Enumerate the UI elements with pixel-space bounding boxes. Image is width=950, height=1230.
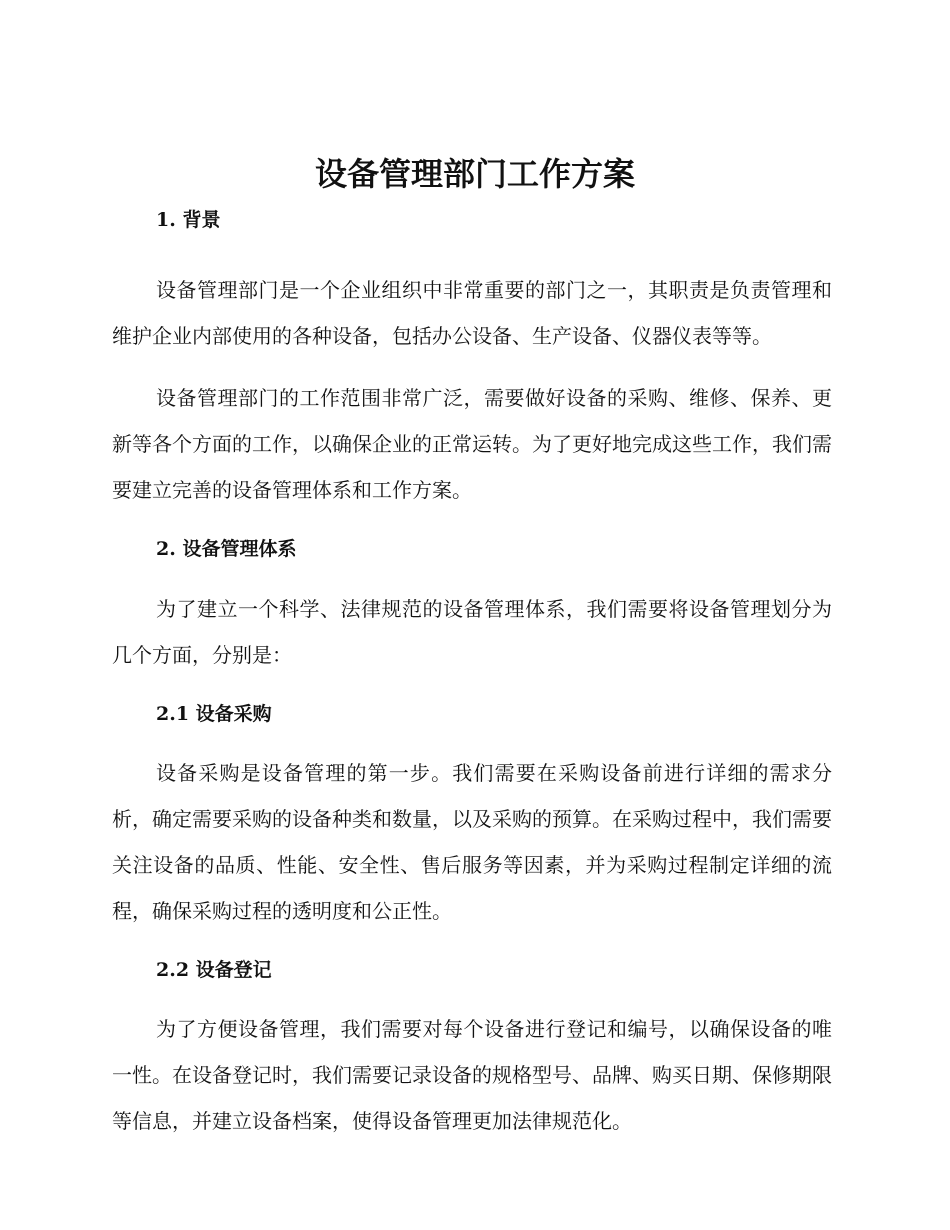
paragraph-procurement: 设备采购是设备管理的第一步。我们需要在采购设备前进行详细的需求分析，确定需要采购的设备种类和数量，以及采购的预算。在采购过程中，我们需要关注设备的品质、性能、安全性、售后服务等因素，并为采购过程制定详细的流程，确保采购过程的透明度和公正性。 — [112, 761, 832, 923]
section-heading-background: 1. 背景 — [156, 209, 221, 231]
section-heading-management-system: 2. 设备管理体系 — [156, 538, 297, 560]
document-body — [112, 200, 832, 1144]
paragraph-background-1: 设备管理部门是一个企业组织中非常重要的部门之一，其职责是负责管理和维护企业内部使用的各种设备，包括办公设备、生产设备、仪器仪表等等。 — [112, 278, 832, 348]
paragraph-management-system: 为了建立一个科学、法律规范的设备管理体系，我们需要将设备管理划分为几个方面，分别是： — [112, 597, 832, 667]
section-heading-procurement: 2.1 设备采购 — [156, 703, 272, 725]
document-title: 设备管理部门工作方案 — [314, 155, 635, 193]
section-heading-registration: 2.2 设备登记 — [156, 959, 272, 981]
paragraph-registration: 为了方便设备管理，我们需要对每个设备进行登记和编号，以确保设备的唯一性。在设备登记时，我们需要记录设备的规格型号、品牌、购买日期、保修期限等信息，并建立设备档案，使得设备管理更加法律规范化。 — [112, 1017, 832, 1133]
paragraph-background-2: 设备管理部门的工作范围非常广泛，需要做好设备的采购、维修、保养、更新等各个方面的工作，以确保企业的正常运转。为了更好地完成这些工作，我们需要建立完善的设备管理体系和工作方案。 — [112, 386, 832, 502]
